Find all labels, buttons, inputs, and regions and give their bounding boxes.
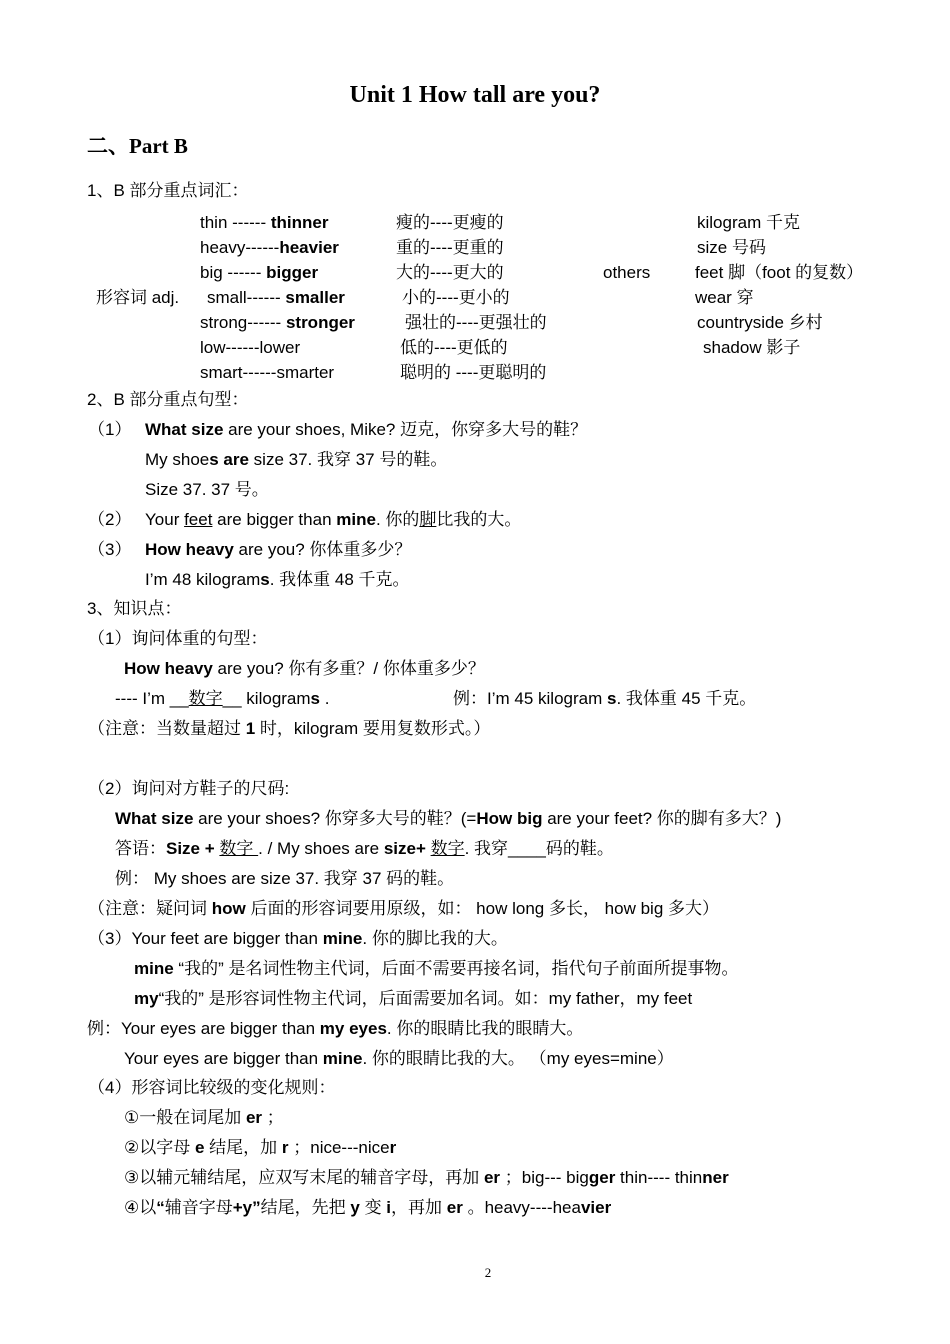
vocab-other-2: size 号码	[697, 238, 766, 257]
vocab-adj-4-cn: 小的----更小的	[402, 288, 510, 307]
vocab-adj-label: 形容词 adj.	[96, 288, 180, 307]
point-2-heading: （2）询问对方鞋子的尺码:	[88, 779, 290, 798]
point-1-note: （注意：当数量超过 1 时，kilogram 要用复数形式。）	[88, 719, 491, 738]
point-2-example: 例： My shoes are size 37. 我穿 37 码的鞋。	[115, 869, 455, 888]
vocab-adj-1-cn: 瘦的----更瘦的	[396, 213, 504, 232]
vocab-other-1: kilogram 千克	[697, 213, 800, 232]
point-3-my: my“我的” 是形容词性物主代词，后面需要加名词。如：my father，my feet	[134, 989, 693, 1008]
section-1-heading: 1、B 部分重点词汇：	[87, 181, 249, 200]
point-3-example-1: 例：Your eyes are bigger than my eyes. 你的眼睛比我的眼睛大。	[87, 1019, 584, 1038]
vocab-adj-6: low------lower	[200, 338, 301, 357]
point-2-answer: 答语：Size + 数字 . / My shoes are size+ 数字. 我穿____码的鞋。	[115, 839, 614, 858]
vocab-adj-7: smart------smarter	[200, 363, 335, 382]
vocab-other-5: countryside 乡村	[697, 313, 823, 332]
part-heading: 二、Part B	[87, 134, 188, 158]
point-1-heading: （1）询问体重的句型：	[88, 629, 268, 648]
point-3-example-2: Your eyes are bigger than mine. 你的眼睛比我的大。 （my eyes=mine）	[124, 1049, 674, 1068]
point-4-heading: （4）形容词比较级的变化规则：	[88, 1078, 336, 1097]
point-2-question: What size are your shoes? 你穿多大号的鞋？(=How big are your feet? 你的脚有多大？)	[115, 809, 782, 828]
point-3-mine: mine “我的” 是名词性物主代词，后面不需要再接名词，指代句子前面所提事物。	[134, 959, 739, 978]
vocab-other-6: shadow 影子	[703, 338, 801, 357]
rule-3: ③以辅元辅结尾，应双写末尾的辅音字母，再加 er ；big--- bigger thin---- thinner	[124, 1168, 729, 1187]
vocab-other-3: feet 脚（foot 的复数）	[695, 263, 864, 282]
vocab-others-label: others	[603, 263, 651, 282]
page-title: Unit 1 How tall are you?	[349, 82, 601, 108]
sentence-1-answer: My shoes are size 37. 我穿 37 号的鞋。	[145, 450, 448, 469]
rule-1: ①一般在词尾加 er ；	[124, 1108, 284, 1127]
point-1-answer: ---- I’m __数字__ kilograms .	[115, 689, 330, 708]
sentence-3-answer: I’m 48 kilograms. 我体重 48 千克。	[145, 570, 410, 589]
page-number: 2	[484, 1265, 492, 1280]
sentence-number-3: （3）	[88, 540, 132, 559]
point-1-question: How heavy are you? 你有多重？/ 你体重多少？	[124, 659, 485, 678]
rule-2: ②以字母 e 结尾，加 r ；nice---nicer	[124, 1138, 397, 1157]
vocab-adj-3-cn: 大的----更大的	[396, 263, 504, 282]
sentence-1-answer-short: Size 37. 37 号。	[145, 480, 269, 499]
sentence-number-1: （1）	[88, 420, 132, 439]
sentence-3: How heavy are you? 你体重多少？	[145, 540, 412, 559]
rule-4: ④以“辅音字母+y”结尾，先把 y 变 i，再加 er 。heavy----heavier	[124, 1198, 612, 1217]
section-3-heading: 3、知识点：	[87, 599, 182, 618]
vocab-adj-2-cn: 重的----更重的	[396, 238, 504, 257]
point-1-example: 例：I’m 45 kilogram s. 我体重 45 千克。	[453, 689, 757, 708]
vocab-adj-2: heavy------heavier	[200, 238, 339, 257]
sentence-1: What size are your shoes, Mike? 迈克，你穿多大号的鞋？	[145, 420, 588, 439]
vocab-adj-6-cn: 低的----更低的	[400, 338, 508, 357]
point-2-note: （注意：疑问词 how 后面的形容词要用原级，如： how long 多长， how big 多大）	[88, 899, 719, 918]
vocab-adj-3: big ------ bigger	[200, 263, 319, 282]
vocab-adj-4: small------ smaller	[207, 288, 345, 307]
sentence-2: Your feet are bigger than mine. 你的脚比我的大。	[145, 510, 522, 529]
point-3-heading: （3）Your feet are bigger than mine. 你的脚比我的大。	[88, 929, 508, 948]
vocab-other-4: wear 穿	[695, 288, 754, 307]
vocab-adj-7-cn: 聪明的 ----更聪明的	[400, 363, 547, 382]
vocab-adj-5: strong------ stronger	[200, 313, 355, 332]
section-2-heading: 2、B 部分重点句型：	[87, 390, 249, 409]
vocab-adj-5-cn: 强壮的----更强壮的	[405, 313, 547, 332]
sentence-number-2: （2）	[88, 510, 132, 529]
vocab-adj-1: thin ------ thinner	[200, 213, 329, 232]
